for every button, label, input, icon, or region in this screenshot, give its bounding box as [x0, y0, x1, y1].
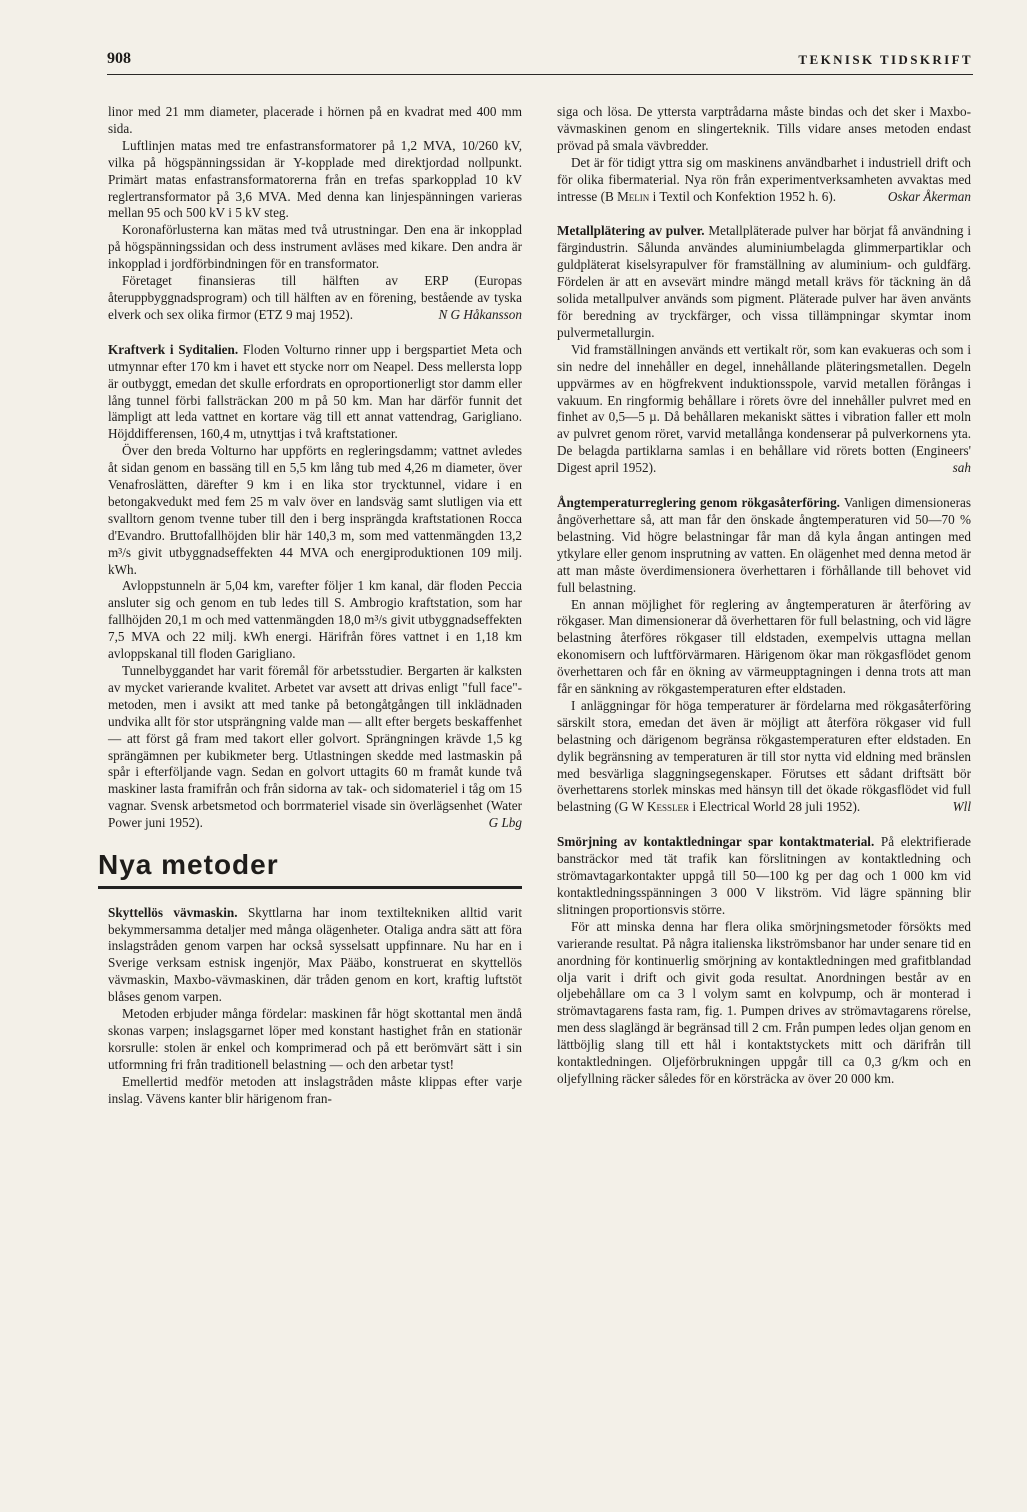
paragraph: Metoden erbjuder många fördelar: maskinen får högt skottantal men ändå skonas varpen; inslagsgarnet löper med konstant hastighet från en stationär korsrulle: stolen är enkel och komprimerad och på ett berömvärt sätt i sin utformning fri från traditionell belastning — och den arbetar tyst! [108, 1006, 522, 1072]
article-metallplatering [557, 223, 971, 341]
page-header [107, 46, 973, 75]
author-signature: G Lbg [488, 815, 522, 831]
paragraph-text: Metallpläterade pulver har börjat få användning i färgindustrin. Sålunda användes aluminiumbelagda glimmerpartiklar och guldpläterat kiselsyrapulver för framställning av aluminium- och guldfärg. Fördelen är att en avsevärt mindre mängd metall krävs för täckning än då solida metallpulver används som pigment. Pläterade pulver har även använts för beredning av tryckfärger, och vissa tillämpningar skymtar inom pulvermetallurgin. [557, 223, 972, 340]
paragraph-text: Företaget finansieras till hälften av ERP (Europas återuppbyggnadsprogram) och till hälften av en förening, bestående av tyska elverk och sex olika firmor (ETZ 9 maj 1952). [108, 273, 522, 322]
paragraph: linor med 21 mm diameter, placerade i hörnen på en kvadrat med 400 mm sida. [108, 104, 522, 136]
paragraph-text: Skyttlarna har inom textiltekniken alltid varit bekymmersamma detaljer med många olägenheter. Otaliga andra sätt att föra inslagstråden genom varpen har också sysselsatt uppfinnare. Nu har en i Sverige verksam estnisk ingenjör, Max Pääbo, konstruerat en skyttellös vävmaskin, Maxbo-vävmaskinen, där tråden genom en kort, kraftig luftstöt blåses genom varpen. [108, 904, 523, 1005]
paragraph: Över den breda Volturno har uppförts en regleringsdamm; vattnet avledes åt sidan genom en bassäng till en 5,5 km lång tub med 4,26 m diameter, över Venafroslätten, därefter 9 km i en lika stor trycktunnel, vidare i en betongakvedukt med fem 25 m valv över en landsväg samt slutligen via ett svalltorn genom tvenne tuber till den i berg insprängda kraftstationen Rocca d'Evandro. Bruttofallhöjden blir här 140,3 m, som med vattenmängden 13,2 m³/s givit utbyggnadseffekten 44 MVA och energiproduktionen 109 milj. kWh. [108, 443, 522, 577]
section-rule [98, 886, 522, 889]
author-name: Kessler [646, 799, 690, 815]
paragraph: Luftlinjen matas med tre enfastransformatorer på 1,2 MVA, 10/260 kV, vilka på högspänningssidan är Y-kopplade med direktjordad nollpunkt. Primärt matas enfastransformatorerna från en trefas sparkopplad 10 kV reglertransformator på 3,6 MVA. Med denna kan linjespänningen varieras mellan 95 och 500 kV i 5 kV steg. [108, 137, 522, 221]
author-name: Melin [617, 188, 650, 204]
paragraph-text: I anläggningar för höga temperaturer är fördelarna med rökgasåterföring särskilt stora, emedan det även är möjligt att återföra rökgaser vid full belastning och därigenom begränsa rökgastemperaturen efter eldstaden. En dylik begränsning av temperaturen är till stor nytta vid eldning med bränslen med besvärliga slaggningsegenskaper. Förutses ett sådant driftsätt bör överhettarens storlek minskas med hänsyn till det ökade rökgasflödet vid full belastning (G W [557, 697, 971, 815]
author-signature: Oskar Åkerman [887, 188, 971, 204]
article-title: Metallplätering av pulver. [557, 223, 705, 239]
paragraph-text: Det är för tidigt yttra sig om maskinens användbarhet i industriell drift och för olika fibermaterial. Nya rön från experimentverksamheten avvaktas med intresse (B [557, 154, 971, 204]
paragraph: Emellertid medför metoden att inslagstråden måste klippas efter varje inslag. Vävens kanter blir härigenom fran- [108, 1073, 522, 1106]
paragraph: Tunnelbyggandet har varit föremål för arbetsstudier. Bergarten är kalksten av mycket varierande kvalitet. Arbetet var avsett att drivas enligt "full face"-metoden, men i avsikt att med tanke på betongåtgången till inklädnaden undvika allt för stor utsprängning valde man — allt efter bergets beskaffenhet — att först gå fram med takort eller golvort. Sprängningen krävde 1,5 kg sprängämnen per kubikmeter berg. Utlastningen skedde med lastmaskin på spår i efterföljande vagn. Sedan en golvort uttagits 60 m framåt kunde två maskiner lasta framifrån och från sidorna av tak- och sidomateriel i tåg om 15 vagnar. Svensk arbetsmetod och borrmateriel visade sin överlägsenhet (Water Power juni 1952). [108, 663, 522, 831]
paragraph: Vid framställningen används ett vertikalt rör, som kan evakueras och som i sin nedre del innehåller en degel, innehållande pläteringsmetallen. Degeln uppvärmes av en högfrekvent induktionsspole, varvid metallen förångas i vakuum. En ringformig behållare i rörets övre del innehåller pulvret med en finhet av 0,5—5 µ. Då behållaren mekaniskt sättes i vibration faller ett moln av pulvret genom röret, varvid metallånga kondenserar på pulverkornens yta. De belagda partiklarna samlas i en behållare vid rörets botten (Engineers' Digest april 1952). [557, 341, 971, 476]
article-angtemperatur [557, 495, 971, 596]
paragraph-text: i Textil och Konfektion 1952 h. 6). [649, 188, 837, 204]
article-kraftverk [108, 342, 522, 443]
paragraph: För att minska denna har flera olika smörjningsmetoder försökts med varierande resultat. På några italienska likströmsbanor har under senare tid en anordning för kontinuerlig smörjning av kontaktledningen med grafitblandad olja varit i drift och givit goda resultat. Anordningen består av en oljebehållare om ca 3 l volym samt en kolvpump, och är monterad i strömavtagarens fasta ram, fig. 1. Pumpen drives av strömavtagarens rörelse, men dess slaglängd är begränsad till 2 cm. Från pumpen ledes oljan genom en lättböjlig slang till ett hål i kontaktstyckets mitt och därifrån till kontaktledningen. Oljeförbrukningen uppgår till ca 0,3 g/km och en oljefyllning räcker således för en körsträcka av över 20 000 km. [557, 918, 971, 1086]
journal-title: TEKNISK TIDSKRIFT [798, 52, 973, 67]
right-column [557, 104, 971, 1088]
section-heading: Nya metoder [98, 849, 279, 881]
article-title: Kraftverk i Syditalien. [108, 341, 239, 357]
paragraph-text: På elektrifierade bansträckor med tät trafik kan förslitningen av kontaktledning och strömavtagarkontakter uppgå till 50—100 kg per dag och 1 000 km vid kontaktledningsspänningen 3 000 V likström. Vid lägre spänning blir slitningen proportionsvis större. [557, 834, 971, 917]
article-title: Smörjning av kontaktledningar spar kontaktmaterial. [557, 834, 875, 850]
paragraph [557, 698, 971, 816]
paragraph-text: Vanligen dimensioneras ångöverhettare så, att man får den önskade ångtemperaturen vid 50—70 % belastning. Vid högre belastningar får man då kyla ångan antingen med ytkylare eller genom insprutning av vatten. En olägenhet med denna metod är att man måste överdimensionera överhettaren i förhållande till behovet vid full belastning. [557, 495, 971, 595]
page-number: 908 [107, 50, 131, 67]
article-smorjning [557, 834, 971, 919]
paragraph: En annan möjlighet för reglering av ångtemperaturen är återföring av rökgaser. Man dimensionerar då överhettaren för full belastning, och vid lägre belastning återföres rökgaser till eldstaden, exempelvis uttagna mellan ekonomisern och luftförvärmaren. Härigenom ökar man rökgasflödet genom överhettaren och får en ökning av värmeupptagningen i denna trots att man får en sänkning av rökgastemperaturen efter eldstaden. [557, 596, 971, 697]
author-signature: sah [952, 460, 971, 476]
author-signature: N G Håkansson [438, 306, 522, 322]
author-signature: Wll [952, 799, 971, 815]
paragraph: siga och lösa. De yttersta varptrådarna måste bindas och det sker i Maxbo-vävmaskinen genom en slingerteknik. Tills vidare anses metoden endast prövad på smala vävbredder. [557, 104, 971, 153]
paragraph-text: Floden Volturno rinner upp i bergspartiet Meta och utmynnar efter 170 km i havet ett stycke norr om Neapel. Dess mellersta lopp är outbyggt, emedan det skulle erfordrats en oproportionerligt stor damm eller lång tunnel förbi fallsträckan 200 m på 50 km. Man har därför funnit det lämpligt att leda vattnet en kortare väg till ett annat vattendrag, Garigliano. Höjddifferensen, 160,4 m, utnyttjas i två kraftstationer. [108, 341, 523, 442]
paragraph-text: i Electrical World 28 juli 1952). [689, 799, 861, 815]
paragraph: Koronaförlusterna kan mätas med två utrustningar. Den ena är inkopplad på högspänningssidan och dess instrument avläses med kikare. Den andra är inkopplad i jordförbindningen för en transformator. [108, 222, 522, 272]
left-column [98, 104, 523, 1107]
article-title: Skyttellös vävmaskin. [108, 904, 238, 920]
article-title: Ångtemperaturreglering genom rökgasåterföring. [557, 495, 840, 511]
article-vavmaskin [108, 905, 522, 1006]
paragraph: Avloppstunneln är 5,04 km, varefter följer 1 km kanal, där floden Peccia ansluter sig och genom en tub ledes till S. Ambrogio kraftstation, som har fallhöjden 20,1 m och med vattenmängden 18,0 m³/s givit utbyggnadseffekten 7,5 MVA och 22 milj. kWh energi. Härifrån föres vattnet i en 1,18 km avloppskanal till floden Garigliano. [108, 578, 522, 662]
